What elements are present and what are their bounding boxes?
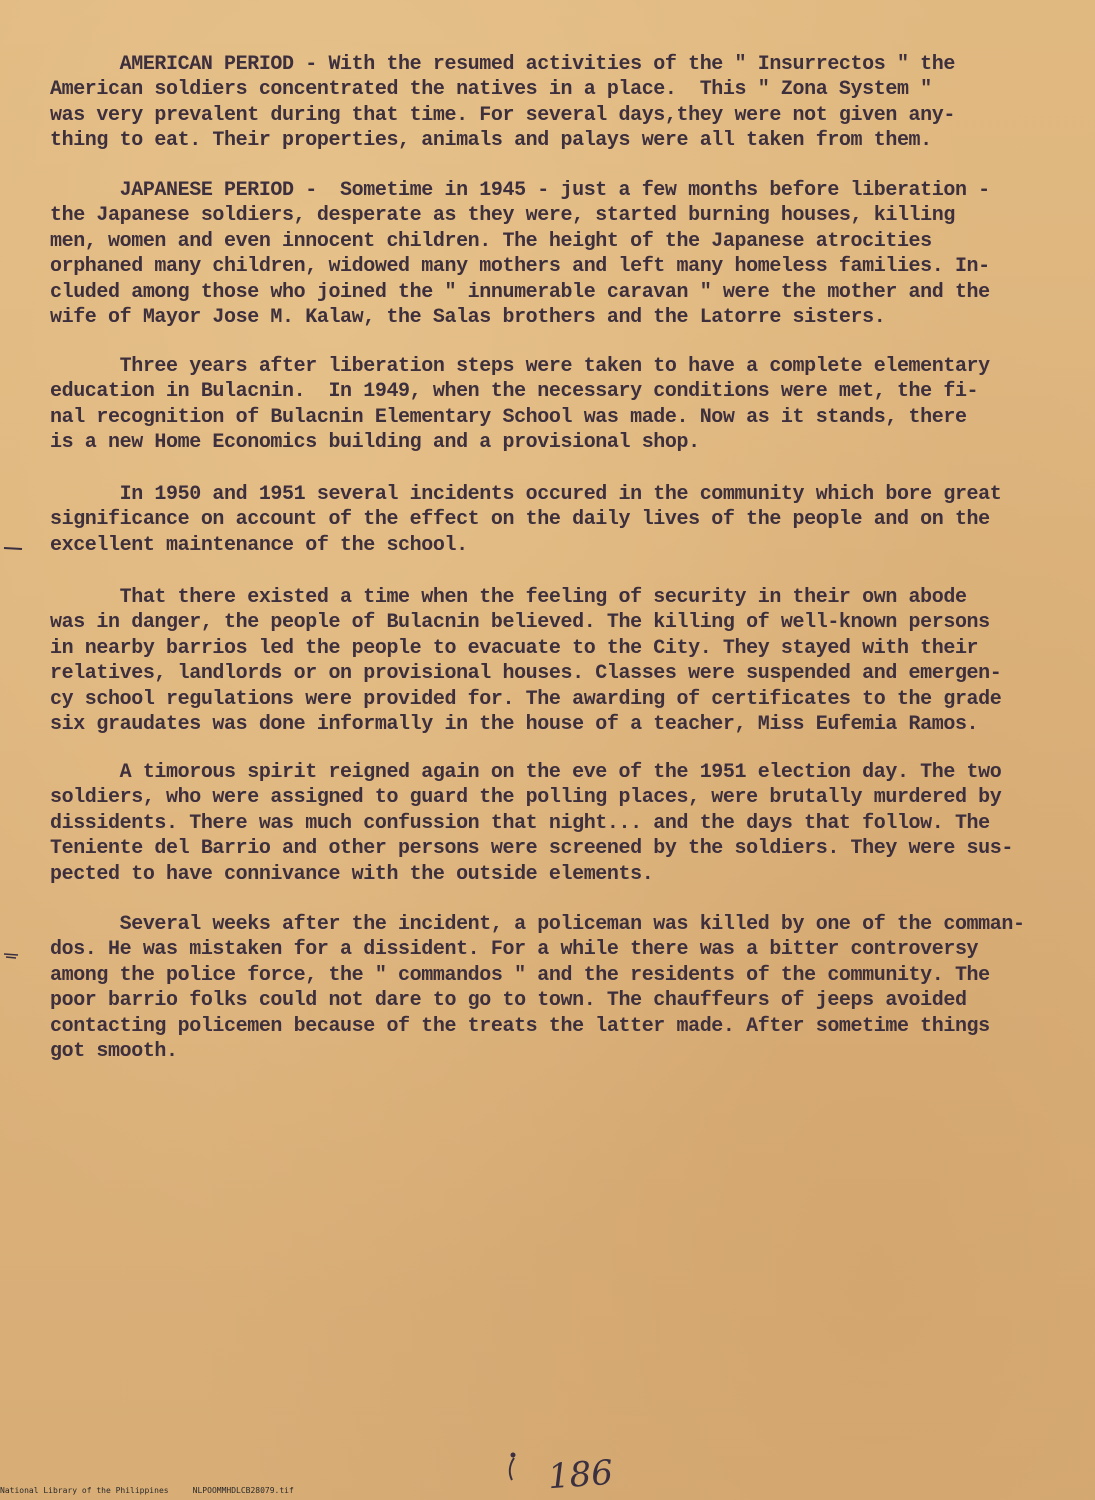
text-line: wife of Mayor Jose M. Kalaw, the Salas brothers and the Latorre sisters. xyxy=(50,306,886,330)
pen-mark xyxy=(500,1450,530,1490)
page-number: 186 xyxy=(546,1452,615,1498)
text-line: was in danger, the people of Bulacnin believed. The killing of well-known persons xyxy=(50,611,990,635)
text-line: contacting policemen because of the treats the latter made. After sometime things xyxy=(50,1014,990,1038)
text-line: JAPANESE PERIOD - Sometime in 1945 - just a few months before liberation - xyxy=(50,179,990,202)
paragraph-american-period xyxy=(50,52,1060,154)
text-line: American soldiers concentrated the natives in a place. This " Zona System " xyxy=(50,78,932,102)
text-line: got smooth. xyxy=(50,1040,178,1064)
footer-filename: NLPOOMMHDLCB28079.tif xyxy=(192,1486,294,1495)
text-line: Several weeks after the incident, a policeman was killed by one of the comman- xyxy=(50,913,1025,936)
text-line: excellent maintenance of the school. xyxy=(50,533,468,557)
paragraph-policeman xyxy=(50,912,1060,1064)
text-line: AMERICAN PERIOD - With the resumed activities of the " Insurrectos " the xyxy=(50,53,955,76)
text-line: Teniente del Barrio and other persons were screened by the soldiers. They were sus- xyxy=(50,837,1013,861)
text-line: relatives, landlords or on provisional houses. Classes were suspended and emergen- xyxy=(50,662,1002,686)
text-line: among the police force, the " commandos " and the residents of the community. The xyxy=(50,963,990,987)
text-line: education in Bulacnin. In 1949, when the necessary conditions were met, the fi- xyxy=(50,380,979,404)
text-line: pected to have connivance with the outside elements. xyxy=(50,862,654,886)
paragraph-security xyxy=(50,585,1060,737)
text-line: nal recognition of Bulacnin Elementary School was made. Now as it stands, there xyxy=(50,405,967,429)
text-line: significance on account of the effect on the daily lives of the people and on the xyxy=(50,508,990,532)
text-line: men, women and even innocent children. The height of the Japanese atrocities xyxy=(50,229,932,253)
text-line: dissidents. There was much confussion that night... and the days that follow. The xyxy=(50,811,990,835)
paragraph-japanese-period xyxy=(50,178,1060,330)
text-line: the Japanese soldiers, desperate as they were, started burning houses, killing xyxy=(50,204,955,228)
text-line: poor barrio folks could not dare to go to town. The chauffeurs of jeeps avoided xyxy=(50,989,967,1013)
text-line: cluded among those who joined the " innumerable caravan " were the mother and the xyxy=(50,280,990,304)
margin-dash-mark xyxy=(2,950,24,960)
text-line: dos. He was mistaken for a dissident. For a while there was a bitter controversy xyxy=(50,938,979,962)
text-line: is a new Home Economics building and a provisional shop. xyxy=(50,431,700,455)
text-line: in nearby barrios led the people to evacuate to the City. They stayed with their xyxy=(50,636,979,660)
text-line: cy school regulations were provided for. The awarding of certificates to the grade xyxy=(50,687,1002,711)
text-line: A timorous spirit reigned again on the eve of the 1951 election day. The two xyxy=(50,761,1002,784)
text-line: six graudates was done informally in the house of a teacher, Miss Eufemia Ramos. xyxy=(50,713,979,737)
footer xyxy=(0,1486,294,1495)
paragraph-incidents xyxy=(50,482,1060,558)
text-line: Three years after liberation steps were taken to have a complete elementary xyxy=(50,355,990,378)
text-line: was very prevalent during that time. For several days,they were not given any- xyxy=(50,103,955,127)
footer-library: National Library of the Philippines xyxy=(0,1486,169,1495)
margin-dash-mark xyxy=(2,543,24,553)
text-line: That there existed a time when the feeling of security in their own abode xyxy=(50,586,967,609)
text-line: orphaned many children, widowed many mothers and left many homeless families. In- xyxy=(50,255,990,279)
text-line: thing to eat. Their properties, animals and palays were all taken from them. xyxy=(50,129,932,153)
text-line: In 1950 and 1951 several incidents occured in the community which bore great xyxy=(50,483,1002,506)
text-line: soldiers, who were assigned to guard the polling places, were brutally murdered by xyxy=(50,786,1002,810)
paragraph-election xyxy=(50,760,1060,887)
paragraph-liberation xyxy=(50,354,1060,456)
